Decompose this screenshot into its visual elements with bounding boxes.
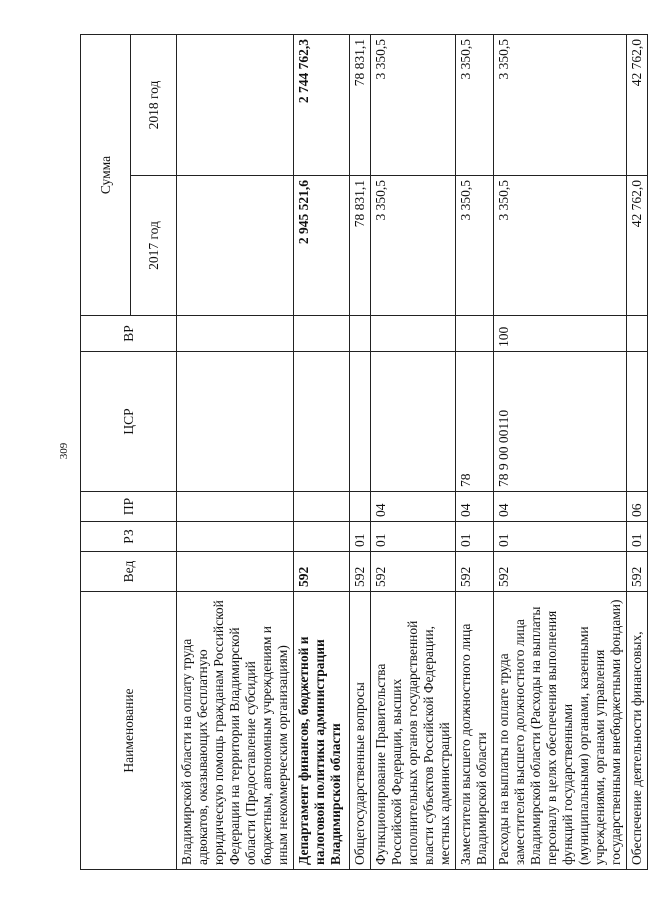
cell-rz xyxy=(177,522,294,552)
cell-2018: 42 762,0 xyxy=(627,34,648,175)
cell-pr: 06 xyxy=(627,492,648,522)
cell-pr: 04 xyxy=(494,492,627,522)
cell-ved: 592 xyxy=(494,552,627,592)
cell-2018: 78 831,1 xyxy=(350,34,371,175)
page-number: 309 xyxy=(58,442,70,460)
cell-name: Расходы на выплаты по оплате труда заместителей высшего должностного лица Владимирской области (Расходы на выплаты персоналу в целях обеспечения выполнения функций государственными (муниципальными) органами, казенными учреждениями, органами управления государственными внебюджетными фондами) xyxy=(494,592,627,870)
cell-csr xyxy=(371,352,456,492)
table-row xyxy=(294,34,350,869)
cell-vr xyxy=(456,316,494,352)
table-row xyxy=(627,34,648,869)
cell-pr xyxy=(350,492,371,522)
cell-pr: 04 xyxy=(371,492,456,522)
cell-2018: 3 350,5 xyxy=(494,34,627,175)
cell-2017: 42 762,0 xyxy=(627,176,648,316)
cell-name: Владимирской области на оплату труда адвокатов, оказывающих бесплатную юридическую помощь гражданам Российской Федерации на территории Владимирской области (Предоставление субсидий бюджетным, автономным учреждениям и иным некоммерческим организациям) xyxy=(177,592,294,870)
cell-2017: 3 350,5 xyxy=(494,176,627,316)
cell-ved: 592 xyxy=(371,552,456,592)
cell-ved xyxy=(177,552,294,592)
header-summa: Сумма xyxy=(81,34,131,315)
cell-vr xyxy=(350,316,371,352)
cell-csr xyxy=(350,352,371,492)
cell-vr: 100 xyxy=(494,316,627,352)
table-row xyxy=(456,34,494,869)
header-2018: 2018 год xyxy=(131,34,177,175)
cell-2017: 3 350,5 xyxy=(371,176,456,316)
cell-name: Общегосударственные вопросы xyxy=(350,592,371,870)
cell-vr xyxy=(627,316,648,352)
cell-2017: 3 350,5 xyxy=(456,176,494,316)
header-vr: ВР xyxy=(81,316,177,352)
cell-csr xyxy=(294,352,350,492)
cell-pr: 04 xyxy=(456,492,494,522)
cell-2018: 3 350,5 xyxy=(456,34,494,175)
cell-2018: 3 350,5 xyxy=(371,34,456,175)
table-row xyxy=(177,34,294,869)
cell-2017 xyxy=(177,176,294,316)
cell-rz: 01 xyxy=(494,522,627,552)
table-row xyxy=(371,34,456,869)
cell-ved: 592 xyxy=(350,552,371,592)
cell-rz: 01 xyxy=(456,522,494,552)
cell-ved: 592 xyxy=(456,552,494,592)
table-row xyxy=(350,34,371,869)
header-ved: Вед xyxy=(81,552,177,592)
cell-rz: 01 xyxy=(627,522,648,552)
cell-name: Обеспечение деятельности финансовых, xyxy=(627,592,648,870)
cell-pr xyxy=(294,492,350,522)
cell-name: Заместители высшего должностного лица Владимирской области xyxy=(456,592,494,870)
header-pr: ПР xyxy=(81,492,177,522)
cell-rz: 01 xyxy=(350,522,371,552)
cell-csr xyxy=(177,352,294,492)
header-csr: ЦСР xyxy=(81,352,177,492)
cell-vr xyxy=(371,316,456,352)
cell-pr xyxy=(177,492,294,522)
cell-csr: 78 xyxy=(456,352,494,492)
cell-vr xyxy=(177,316,294,352)
cell-ved: 592 xyxy=(294,552,350,592)
budget-table xyxy=(80,34,648,870)
cell-csr xyxy=(627,352,648,492)
cell-csr: 78 9 00 00110 xyxy=(494,352,627,492)
cell-2017: 2 945 521,6 xyxy=(294,176,350,316)
header-rz: РЗ xyxy=(81,522,177,552)
cell-2017: 78 831,1 xyxy=(350,176,371,316)
header-name: Наименование xyxy=(81,592,177,870)
rotated-table-wrapper xyxy=(80,35,644,870)
cell-vr xyxy=(294,316,350,352)
cell-rz xyxy=(294,522,350,552)
cell-2018: 2 744 762,3 xyxy=(294,34,350,175)
cell-name: Департамент финансов, бюджетной и налоговой политики администрации Владимирской области xyxy=(294,592,350,870)
cell-2018 xyxy=(177,34,294,175)
table-row xyxy=(494,34,627,869)
header-2017: 2017 год xyxy=(131,176,177,316)
cell-rz: 01 xyxy=(371,522,456,552)
cell-ved: 592 xyxy=(627,552,648,592)
cell-name: Функционирование Правительства Российской Федерации, высших исполнительных органов государственной власти субъектов Российской Федерации, местных администраций xyxy=(371,592,456,870)
